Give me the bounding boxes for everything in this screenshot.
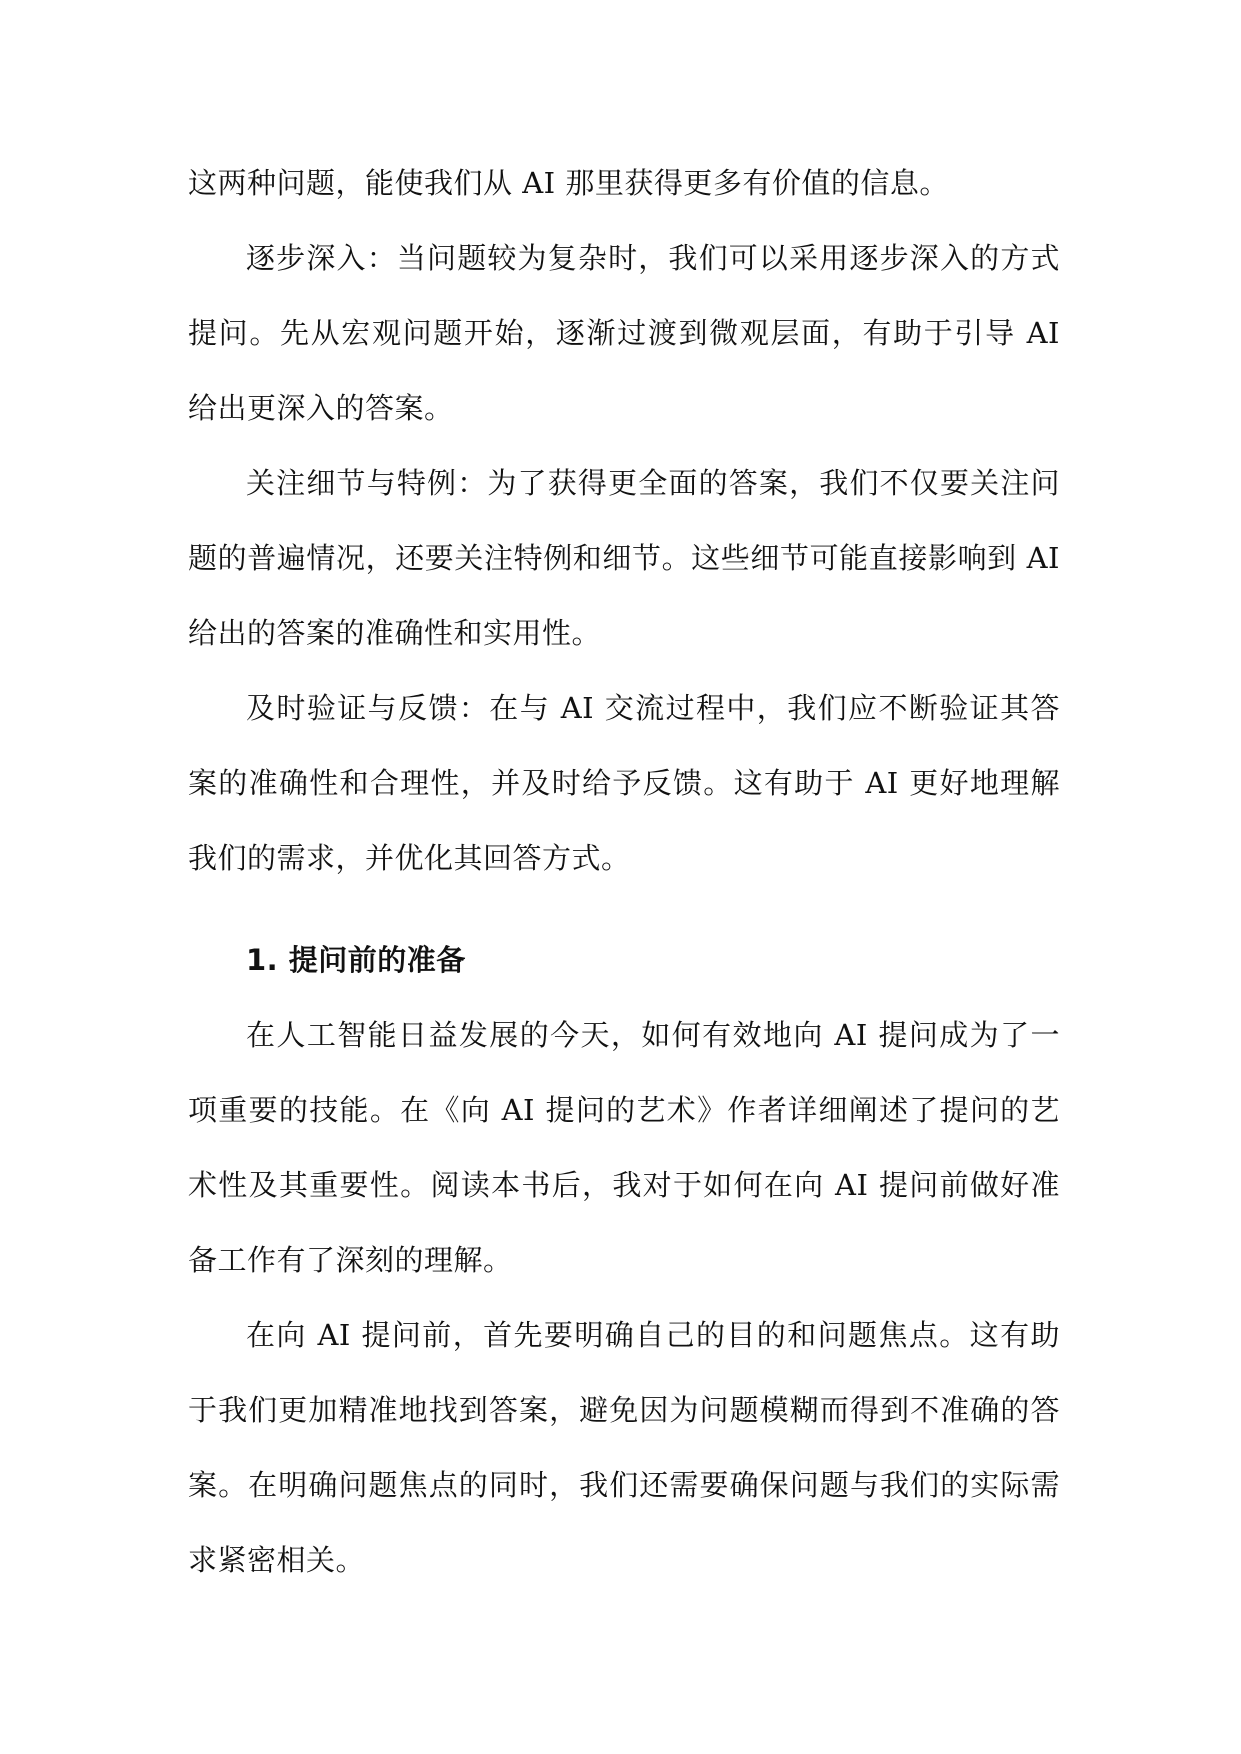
- paragraph-verify-feedback: 及时验证与反馈：在与 AI 交流过程中，我们应不断验证其答案的准确性和合理性，并及时给予反馈。这有助于 AI 更好地理解我们的需求，并优化其回答方式。: [188, 691, 1060, 875]
- spacer: [188, 896, 1060, 923]
- paragraph-preparation-intro: 在人工智能日益发展的今天，如何有效地向 AI 提问成为了一项重要的技能。在《向 AI 提问的艺术》作者详细阐述了提问的艺术性及其重要性。阅读本书后，我对于如何在向 AI 提问前做好准备工作有了深刻的理解。: [188, 1018, 1060, 1277]
- paragraph-step-deepening: 逐步深入：当问题较为复杂时，我们可以采用逐步深入的方式提问。先从宏观问题开始，逐渐过渡到微观层面，有助于引导 AI 给出更深入的答案。: [188, 241, 1060, 425]
- body-text: [188, 146, 1060, 1598]
- paragraph-continuation: 这两种问题，能使我们从 AI 那里获得更多有价值的信息。: [188, 166, 949, 200]
- paragraph-details-exceptions: 关注细节与特例：为了获得更全面的答案，我们不仅要关注问题的普遍情况，还要关注特例和细节。这些细节可能直接影响到 AI 给出的答案的准确性和实用性。: [188, 466, 1060, 650]
- paragraph-preparation-focus: 在向 AI 提问前，首先要明确自己的目的和问题焦点。这有助于我们更加精准地找到答案，避免因为问题模糊而得到不准确的答案。在明确问题焦点的同时，我们还需要确保问题与我们的实际需求紧密相关。: [188, 1318, 1060, 1577]
- section-heading: 1. 提问前的准备: [246, 943, 466, 977]
